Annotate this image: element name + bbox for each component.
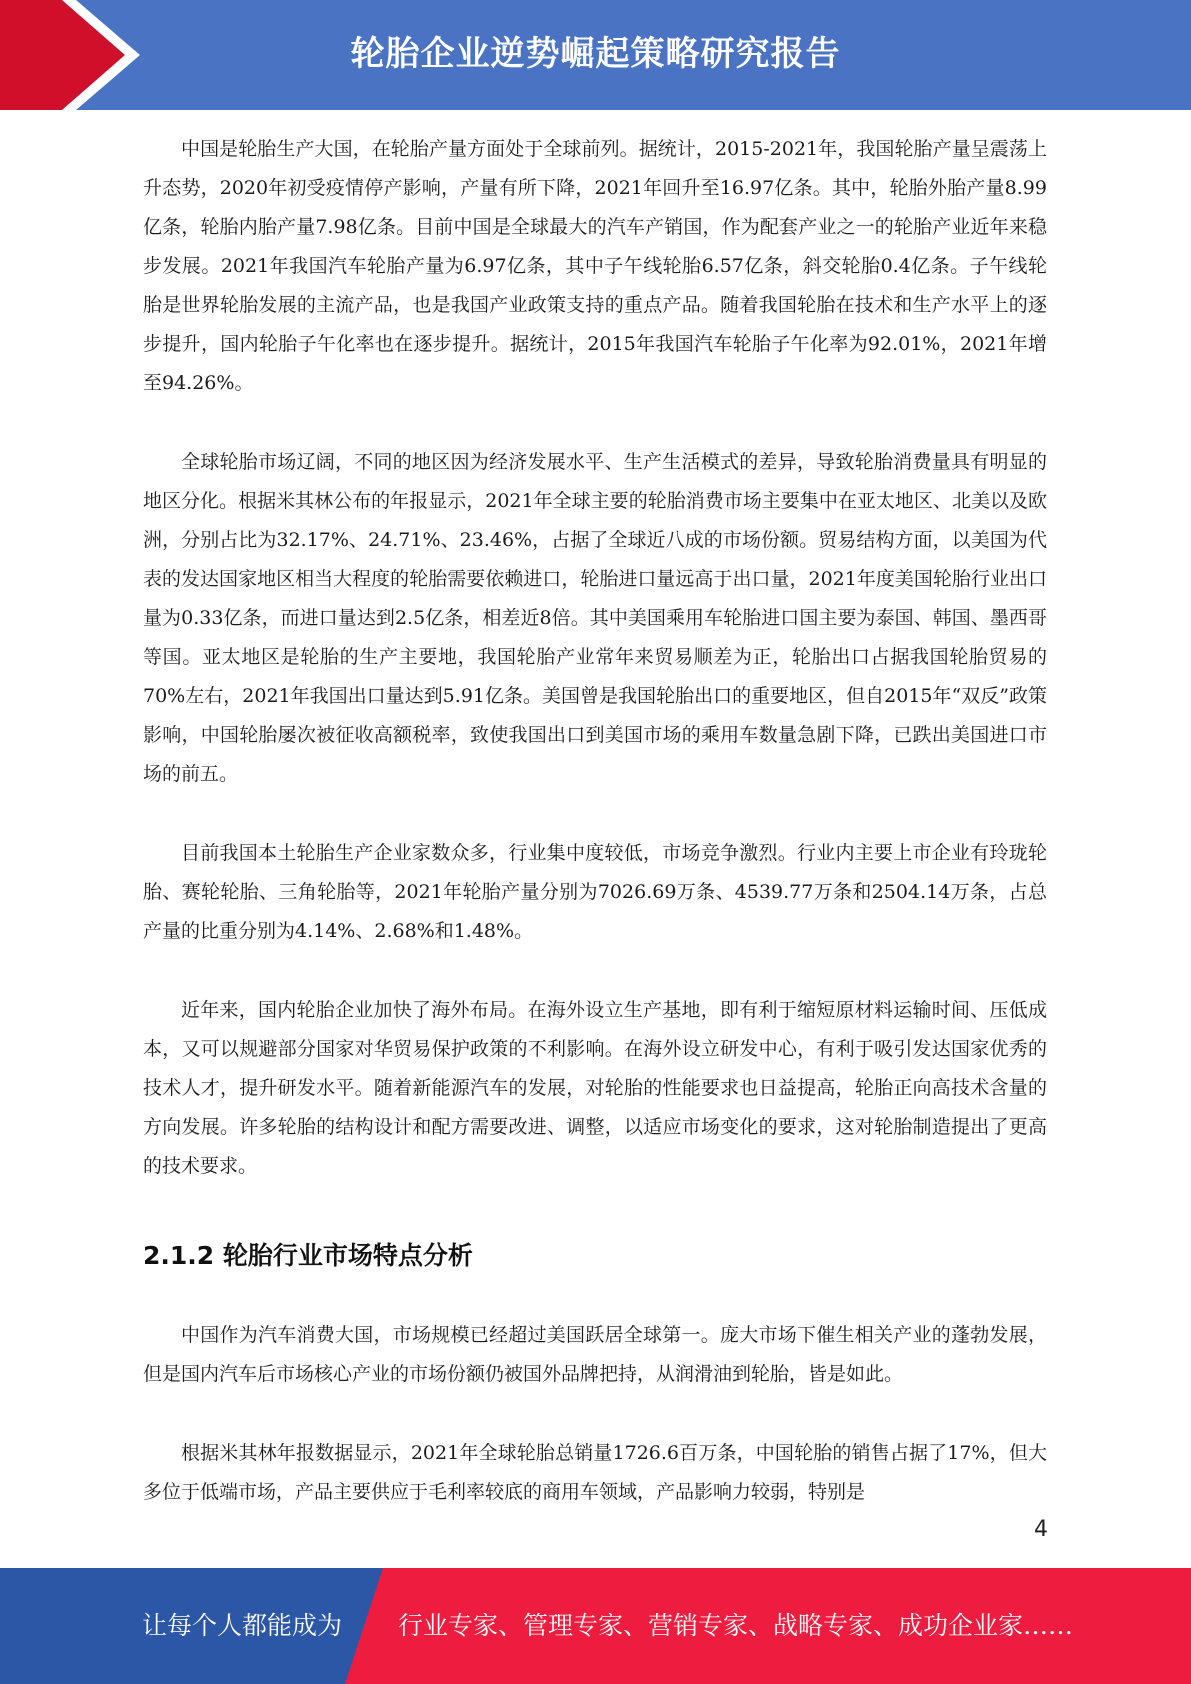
body-paragraph: 中国作为汽车消费大国，市场规模已经超过美国跃居全球第一。庞大市场下催生相关产业的蓬勃发展，但是国内汽车后市场核心产业的市场份额仍被国外品牌把持，从润滑油到轮胎，皆是如此。 bbox=[143, 1324, 1047, 1385]
body-paragraph: 近年来，国内轮胎企业加快了海外布局。在海外设立生产基地，即有利于缩短原材料运输时间、压低成本，又可以规避部分国家对华贸易保护政策的不利影响。在海外设立研发中心，有利于吸引发达国家优秀的技术人才，提升研发水平。随着新能源汽车的发展，对轮胎的性能要求也日益提高，轮胎正向高技术含量的方向发展。许多轮胎的结构设计和配方需要改进、调整，以适应市场变化的要求，这对轮胎制造提出了更高的技术要求。 bbox=[143, 999, 1047, 1177]
body-paragraph: 全球轮胎市场辽阔，不同的地区因为经济发展水平、生产生活模式的差异，导致轮胎消费量具有明显的地区分化。根据米其林公布的年报显示，2021年全球主要的轮胎消费市场主要集中在亚太地区、北美以及欧洲，分别占比为32.17%、24.71%、23.46%，占据了全球近八成的市场份额。贸易结构方面，以美国为代表的发达国家地区相当大程度的轮胎需要依赖进口，轮胎进口量远高于出口量，2021年度美国轮胎行业出口量为0.33亿条，而进口量达到2.5亿条，相差近8倍。其中美国乘用车轮胎进口国主要为泰国、韩国、墨西哥等国。亚太地区是轮胎的生产主要地，我国轮胎产业常年来贸易顺差为正，轮胎出口占据我国轮胎贸易的70%左右，2021年我国出口量达到5.91亿条。美国曾是我国轮胎出口的重要地区，但自2015年“双反”政策影响，中国轮胎屡次被征收高额税率，致使我国出口到美国市场的乘用车数量急剧下降，已跌出美国进口市场的前五。 bbox=[143, 451, 1047, 785]
document-body bbox=[143, 130, 1047, 1552]
report-title: 轮胎企业逆势崛起策略研究报告 bbox=[350, 34, 841, 74]
footer-slogan-left: 让每个人都能成为 bbox=[142, 1611, 343, 1640]
body-paragraph: 根据米其林年报数据显示，2021年全球轮胎总销量1726.6百万条，中国轮胎的销售占据了17%，但大多位于低端市场，产品主要供应于毛利率较底的商用车领域，产品影响力较弱，特别是 bbox=[143, 1442, 1047, 1503]
section-heading: 2.1.2 轮胎行业市场特点分析 bbox=[143, 1241, 473, 1270]
page-number: 4 bbox=[1034, 1517, 1048, 1542]
footer-slogan-right: 行业专家、管理专家、营销专家、战略专家、成功企业家…… bbox=[398, 1611, 1074, 1640]
body-paragraph: 目前我国本土轮胎生产企业家数众多，行业集中度较低，市场竞争激烈。行业内主要上市企业有玲珑轮胎、赛轮轮胎、三角轮胎等，2021年轮胎产量分别为7026.69万条、4539.77万条和2504.14万条，占总产量的比重分别为4.14%、2.68%和1.48%。 bbox=[143, 842, 1047, 942]
header-arrow-decoration bbox=[0, 0, 160, 110]
body-paragraph: 中国是轮胎生产大国，在轮胎产量方面处于全球前列。据统计，2015-2021年，我国轮胎产量呈震荡上升态势，2020年初受疫情停产影响，产量有所下降，2021年回升至16.97亿条。其中，轮胎外胎产量8.99亿条，轮胎内胎产量7.98亿条。目前中国是全球最大的汽车产销国，作为配套产业之一的轮胎产业近年来稳步发展。2021年我国汽车轮胎产量为6.97亿条，其中子午线轮胎6.57亿条，斜交轮胎0.4亿条。子午线轮胎是世界轮胎发展的主流产品，也是我国产业政策支持的重点产品。随着我国轮胎在技术和生产水平上的逐步提升，国内轮胎子午化率也在逐步提升。据统计，2015年我国汽车轮胎子午化率为92.01%，2021年增至94.26%。 bbox=[143, 138, 1047, 394]
header-banner bbox=[0, 0, 1191, 110]
footer-banner bbox=[0, 1568, 1191, 1684]
